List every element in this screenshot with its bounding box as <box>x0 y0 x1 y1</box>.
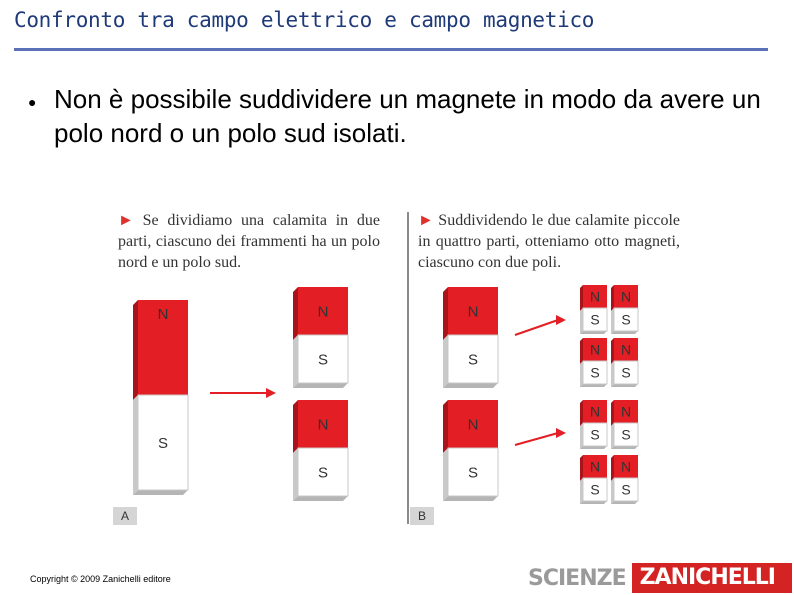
slide-title: Confronto tra campo elettrico e campo magnetico <box>14 8 595 32</box>
magnet-b-small-2-1-north-label: N <box>589 341 601 358</box>
magnet-a-whole-south-side <box>133 395 138 495</box>
magnet-b-small-2-2-north-label: N <box>620 341 632 358</box>
caption-right-text: Suddividendo le due calamite piccole in quattro parti, otteniamo otto magneti, ciascuno con due poli. <box>418 212 681 271</box>
magnet-b-small-4-1-north-side <box>580 455 583 481</box>
logo-scienze: SCIENZE <box>528 565 626 591</box>
magnet-a-piece-1-north-label: N <box>317 303 329 321</box>
magnet-b-small-4-1-north-label: N <box>589 458 601 475</box>
magnet-b-small-4-1-south-label: S <box>590 481 600 498</box>
magnet-b-small-1-1-south-label: S <box>590 311 600 328</box>
magnet-b-small-2-1-south-label: S <box>590 364 600 381</box>
magnet-a-piece-2-north-side <box>293 400 298 453</box>
magnet-b-medium-1-north-label: N <box>467 303 479 321</box>
bullet-dot: ● <box>28 94 37 110</box>
arrow-b-2-shaft <box>515 433 558 445</box>
magnet-a-piece-2-south-label: S <box>317 464 329 482</box>
magnet-b-small-2-1-north-side <box>580 338 583 364</box>
magnet-a-whole-north-side <box>133 300 138 400</box>
bullet-text: Non è possibile suddividere un magnete in modo da avere un polo nord o un polo sud isolati. <box>54 84 761 148</box>
magnet-a-whole-north-label: N <box>157 306 169 323</box>
magnet-b-small-2-2-north-side <box>611 338 614 364</box>
magnet-b-medium-1-south-side <box>443 335 448 388</box>
arrow-b-1-head <box>556 315 566 325</box>
panel-label-a: A <box>113 507 137 525</box>
magnet-b-small-3-1-south-label: S <box>590 426 600 443</box>
magnet-b-small-4-2-north-side <box>611 455 614 481</box>
caption-right-marker: ► <box>418 212 434 229</box>
magnet-b-small-1-1-north-side <box>580 285 583 311</box>
arrow-b-1-shaft <box>515 320 558 335</box>
magnet-b-medium-1-north-side <box>443 287 448 340</box>
magnet-b-small-3-2-north-label: N <box>620 403 632 420</box>
panel-label-b: B <box>410 507 434 525</box>
arrow-b-2-head <box>556 428 566 438</box>
magnet-b-medium-2-north-side <box>443 400 448 453</box>
magnet-b-small-4-2-north-label: N <box>620 458 632 475</box>
magnet-a-piece-1-bottom <box>293 383 348 388</box>
magnet-a-piece-1-south-label: S <box>317 351 329 369</box>
magnet-b-small-1-2-north-label: N <box>620 288 632 305</box>
magnet-a-piece-2-north-label: N <box>317 416 329 434</box>
magnet-b-small-4-2-south-label: S <box>621 481 631 498</box>
magnet-a-piece-2-south-side <box>293 448 298 501</box>
magnet-b-small-3-2-north-side <box>611 400 614 426</box>
magnet-b-small-3-1-north-label: N <box>589 403 601 420</box>
logo-zanichelli: ZANICHELLI <box>632 563 792 593</box>
magnet-a-whole-bottom <box>133 490 188 495</box>
magnet-b-small-3-2-south-label: S <box>621 426 631 443</box>
magnet-b-medium-2-bottom <box>443 496 498 501</box>
magnet-b-small-1-2-north-side <box>611 285 614 311</box>
magnet-b-medium-2-south-label: S <box>467 464 479 482</box>
magnet-b-medium-2-south-side <box>443 448 448 501</box>
copyright-text: Copyright © 2009 Zanichelli editore <box>30 574 171 584</box>
magnet-a-piece-2-bottom <box>293 496 348 501</box>
magnet-a-piece-1-south-side <box>293 335 298 388</box>
magnet-a-whole-south-label: S <box>157 434 169 452</box>
arrow-a-head <box>266 388 276 398</box>
magnet-b-small-1-1-north-label: N <box>589 288 601 305</box>
magnet-a-piece-1-north-side <box>293 287 298 340</box>
caption-left-text: Se dividiamo una calamita in due parti, ciascuno dei frammenti ha un polo nord e un polo sud. <box>118 212 381 271</box>
magnet-b-medium-1-bottom <box>443 383 498 388</box>
magnet-b-small-1-2-south-label: S <box>621 311 631 328</box>
magnet-b-small-3-1-north-side <box>580 400 583 426</box>
publisher-logo <box>528 562 792 594</box>
magnet-b-small-2-2-south-label: S <box>621 364 631 381</box>
magnet-b-medium-1-south-label: S <box>467 351 479 369</box>
caption-left-marker: ► <box>118 212 134 229</box>
magnet-b-medium-2-north-label: N <box>467 416 479 434</box>
